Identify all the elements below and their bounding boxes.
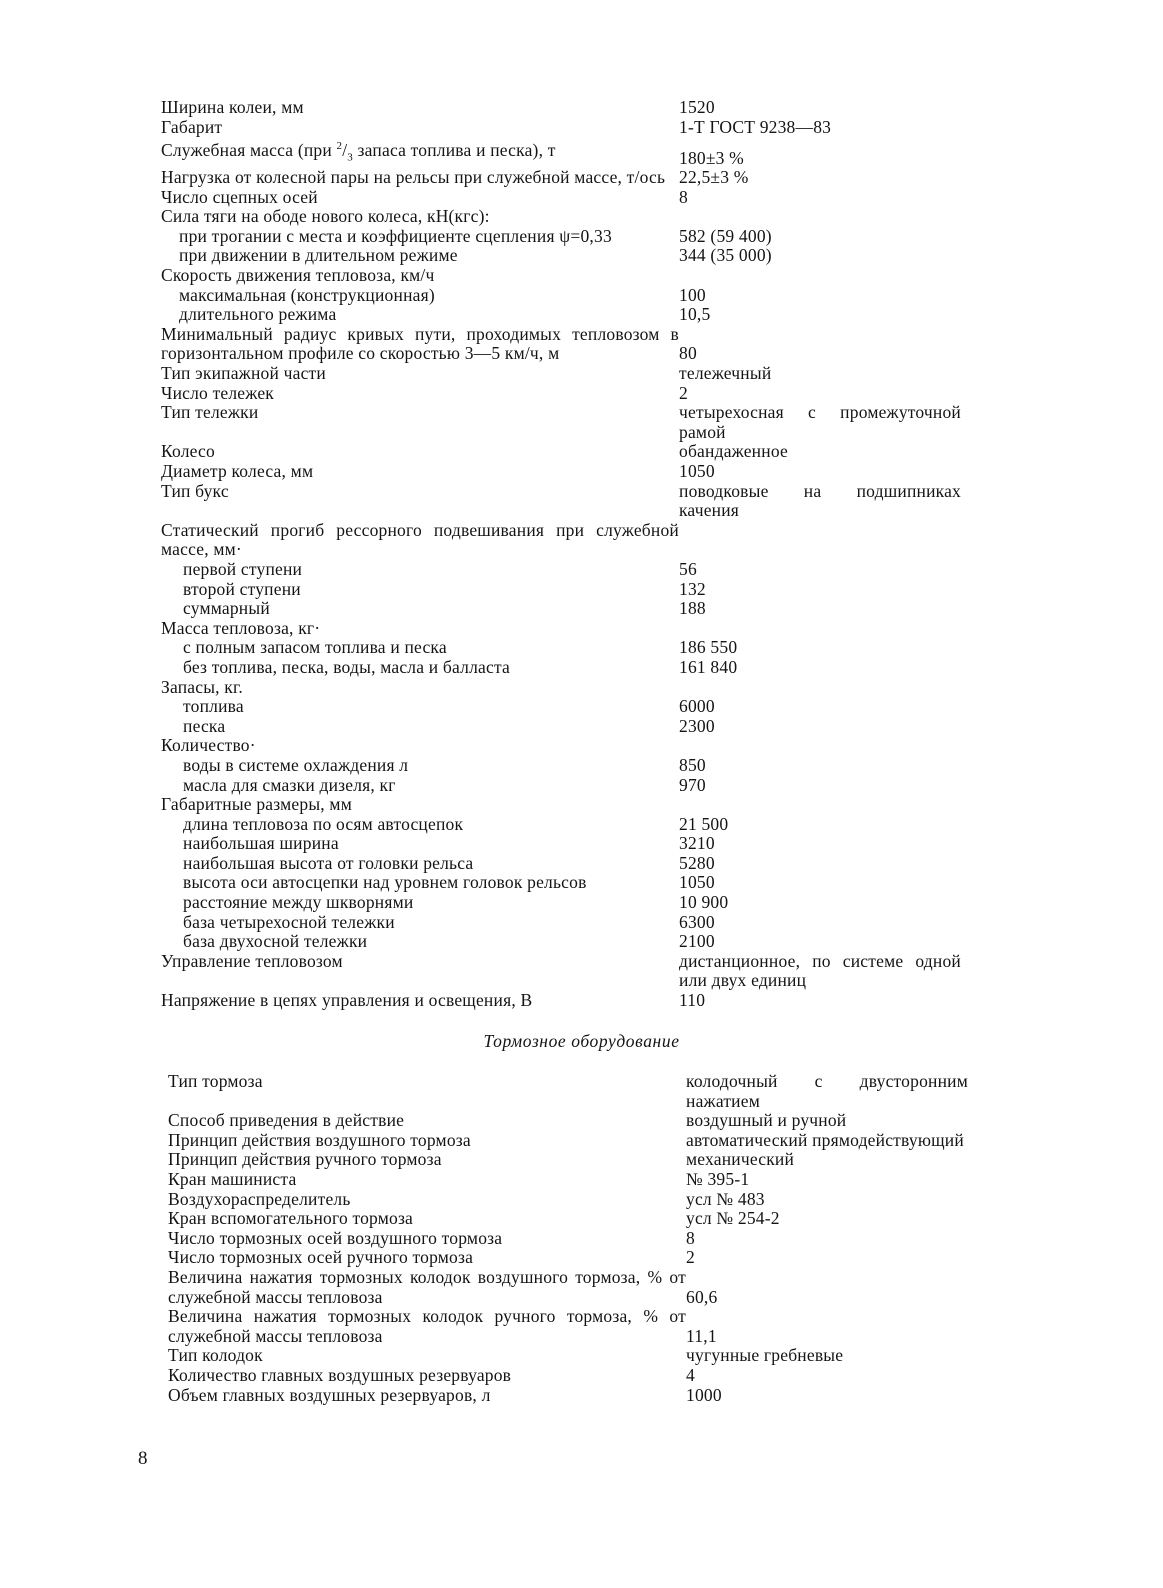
spec-value: 3210 — [679, 833, 715, 854]
spec-value: 22,5±3 % — [679, 167, 749, 188]
spec-heading: Масса тепловоза, кг· — [161, 617, 321, 638]
spec-row — [161, 873, 961, 893]
spec-row — [168, 1190, 968, 1210]
spec-label: Минимальный радиус кривых пути, проходимых тепловозом в горизонтальном профиле со скоростью 3—5 км/ч, м — [161, 323, 679, 364]
spec-row — [168, 1346, 968, 1366]
spec-label: топлива — [183, 696, 244, 717]
spec-label: Управление тепловозом — [161, 950, 343, 971]
spec-value: 100 — [679, 284, 706, 305]
spec-value: 5280 — [679, 852, 715, 873]
spec-value: 2100 — [679, 931, 715, 952]
spec-value: 582 (59 400) — [679, 225, 772, 246]
spec-label: Число тележек — [161, 382, 275, 403]
spec-value: № 395-1 — [686, 1168, 750, 1189]
spec-row — [161, 462, 961, 482]
spec-value: 60,6 — [686, 1286, 718, 1307]
spec-row — [168, 1209, 968, 1229]
spec-heading: Статический прогиб рессорного подвешивания при служебной массе, мм· — [161, 519, 679, 560]
spec-row — [161, 893, 961, 913]
spec-row — [161, 599, 961, 619]
spec-row — [161, 442, 961, 462]
spec-label: без топлива, песка, воды, масла и балласта — [183, 656, 510, 677]
spec-row — [168, 1386, 968, 1406]
spec-label: Принцип действия ручного тормоза — [168, 1149, 442, 1170]
spec-row — [161, 266, 961, 286]
spec-value: 10 900 — [679, 892, 729, 913]
spec-value: 1520 — [679, 97, 715, 117]
spec-row — [161, 932, 961, 952]
spec-heading: Габаритные размеры, мм — [161, 794, 352, 815]
spec-value: 970 — [679, 774, 706, 795]
spec-label: Величина нажатия тормозных колодок воздушного тормоза, % от служебной массы тепловоза — [168, 1266, 686, 1307]
spec-value: 10,5 — [679, 304, 711, 325]
spec-value: обандаженное — [679, 441, 788, 462]
spec-row — [161, 207, 961, 227]
spec-row — [161, 678, 961, 698]
spec-value: 6300 — [679, 911, 715, 932]
spec-label: Воздухораспределитель — [168, 1188, 351, 1209]
spec-row — [161, 403, 961, 442]
spec-label: Способ приведения в действие — [168, 1110, 405, 1131]
spec-row — [161, 697, 961, 717]
spec-row — [161, 952, 961, 991]
spec-row — [161, 227, 961, 247]
spec-label: Колесо — [161, 441, 215, 462]
specifications-list — [161, 98, 961, 1011]
spec-row — [168, 1131, 968, 1151]
spec-label: Число тормозных осей ручного тормоза — [168, 1247, 474, 1268]
spec-label: наибольшая ширина — [183, 833, 339, 854]
spec-label: с полным запасом топлива и песка — [183, 637, 447, 658]
section-title: Тормозное оборудование — [483, 1031, 680, 1051]
spec-row — [168, 1150, 968, 1170]
spec-label: при движении в длительном режиме — [179, 245, 458, 266]
spec-label: при трогании с места и коэффициенте сцепления ψ=0,33 — [179, 225, 612, 246]
spec-value: 186 550 — [679, 637, 738, 658]
spec-row — [161, 560, 961, 580]
spec-row — [161, 286, 961, 306]
spec-label: Кран вспомогательного тормоза — [168, 1208, 414, 1229]
spec-label: длительного режима — [179, 304, 337, 325]
spec-label: Величина нажатия тормозных колодок ручного тормоза, % от служебной массы тепловоза — [168, 1306, 686, 1346]
spec-value: 180±3 % — [679, 147, 744, 168]
spec-value: 1050 — [679, 872, 715, 893]
spec-label: максимальная (конструкционная) — [179, 284, 435, 305]
spec-label: длина тепловоза по осям автосцепок — [183, 813, 464, 834]
spec-label: расстояние между шкворнями — [183, 892, 414, 913]
spec-row — [161, 305, 961, 325]
spec-row — [161, 815, 961, 835]
spec-value: 1-Т ГОСТ 9238—83 — [679, 116, 832, 137]
spec-value: 2 — [679, 382, 688, 403]
spec-value: механический — [686, 1149, 795, 1170]
spec-label: Тип тормоза — [168, 1071, 263, 1091]
spec-row — [161, 482, 961, 521]
spec-value: 1050 — [679, 461, 715, 482]
spec-row — [161, 168, 961, 188]
spec-label: первой ступени — [183, 558, 303, 579]
spec-value: 56 — [679, 558, 697, 579]
spec-label: Принцип действия воздушного тормоза — [168, 1129, 471, 1150]
spec-row — [161, 246, 961, 266]
spec-value: 110 — [679, 990, 706, 1011]
spec-value: колодочный с двусторонним нажатием — [686, 1071, 968, 1111]
spec-value: 850 — [679, 754, 706, 775]
spec-value: чугунные гребневые — [686, 1345, 844, 1366]
spec-value: тележечный — [679, 363, 772, 384]
spec-label: наибольшая высота от головки рельса — [183, 852, 474, 873]
spec-label: второй ступени — [183, 578, 301, 599]
spec-row — [161, 619, 961, 639]
spec-label: база четырехосной тележки — [183, 911, 395, 932]
spec-heading: Сила тяги на ободе нового колеса, кН(кгс): — [161, 206, 490, 227]
spec-value: поводковые на подшипниках качения — [679, 480, 961, 521]
spec-row — [161, 913, 961, 933]
spec-label: база двухосной тележки — [183, 931, 368, 952]
spec-row — [168, 1229, 968, 1249]
spec-value: 2300 — [679, 715, 715, 736]
spec-value: 344 (35 000) — [679, 245, 772, 266]
spec-value: 11,1 — [686, 1325, 717, 1346]
spec-row — [161, 638, 961, 658]
spec-value: 6000 — [679, 696, 715, 717]
spec-label: суммарный — [183, 598, 270, 619]
spec-value: четырехосная с промежуточной рамой — [679, 402, 961, 442]
spec-row — [161, 736, 961, 756]
spec-label: Число тормозных осей воздушного тормоза — [168, 1227, 503, 1248]
spec-row — [161, 756, 961, 776]
spec-heading: Скорость движения тепловоза, км/ч — [161, 265, 435, 286]
spec-value: 8 — [686, 1227, 695, 1248]
spec-value: 80 — [679, 343, 697, 364]
spec-row — [161, 188, 961, 208]
spec-value: 161 840 — [679, 656, 738, 677]
spec-row — [168, 1072, 968, 1111]
spec-row — [161, 137, 961, 168]
spec-label: Напряжение в цепях управления и освещения, В — [161, 990, 533, 1011]
spec-value: автоматический прямодействующий — [686, 1129, 964, 1150]
spec-label: Диаметр колеса, мм — [161, 461, 314, 482]
spec-row — [161, 118, 961, 138]
spec-label: Кран машиниста — [168, 1168, 297, 1189]
spec-row — [161, 658, 961, 678]
spec-row — [161, 834, 961, 854]
spec-row — [161, 384, 961, 404]
spec-row — [161, 98, 961, 118]
spec-label: масла для смазки дизеля, кг — [183, 774, 396, 795]
spec-label: Объем главных воздушных резервуаров, л — [168, 1384, 491, 1405]
spec-value: дистанционное, по системе одной или двух единиц — [679, 950, 961, 991]
spec-row — [161, 776, 961, 796]
spec-value: усл № 483 — [686, 1188, 765, 1209]
spec-row — [168, 1366, 968, 1386]
spec-row — [168, 1268, 968, 1307]
spec-row — [168, 1170, 968, 1190]
spec-label: воды в системе охлаждения л — [183, 754, 409, 775]
spec-heading: Количество· — [161, 735, 256, 756]
spec-value: усл № 254-2 — [686, 1208, 780, 1229]
spec-heading: Запасы, кг. — [161, 676, 243, 697]
spec-row — [161, 795, 961, 815]
spec-label: песка — [183, 715, 226, 736]
spec-value: 21 500 — [679, 813, 729, 834]
spec-value: 1000 — [686, 1384, 722, 1405]
spec-value: 2 — [686, 1247, 695, 1268]
spec-value: 8 — [679, 186, 688, 207]
spec-row — [161, 854, 961, 874]
brake-equipment-list — [168, 1072, 968, 1405]
spec-label: Нагрузка от колесной пары на рельсы при служебной массе, т/ось — [161, 167, 666, 188]
spec-row — [161, 580, 961, 600]
spec-row — [168, 1307, 968, 1346]
spec-label: Тип тележки — [161, 402, 259, 423]
spec-label: Число сцепных осей — [161, 186, 318, 207]
spec-label: Габарит — [161, 116, 223, 137]
spec-label: Количество главных воздушных резервуаров — [168, 1364, 512, 1385]
spec-row — [168, 1111, 968, 1131]
spec-row — [161, 364, 961, 384]
spec-row — [161, 717, 961, 737]
spec-row — [161, 325, 961, 364]
spec-row — [161, 991, 961, 1011]
spec-value: 188 — [679, 598, 706, 619]
spec-value: 4 — [686, 1364, 695, 1385]
spec-label: Тип экипажной части — [161, 363, 326, 384]
page-number: 8 — [138, 1448, 148, 1469]
spec-label: высота оси автосцепки над уровнем головок рельсов — [183, 872, 587, 893]
spec-label: Тип колодок — [168, 1345, 263, 1366]
spec-label: Тип букс — [161, 480, 229, 501]
spec-value: 132 — [679, 578, 706, 599]
spec-row — [161, 521, 961, 560]
spec-value: воздушный и ручной — [686, 1110, 847, 1131]
spec-label: Ширина колеи, мм — [161, 97, 304, 117]
spec-row — [168, 1248, 968, 1268]
spec-label: Служебная масса (при $^2/_3$ запаса топлива и песка), т — [161, 140, 556, 164]
